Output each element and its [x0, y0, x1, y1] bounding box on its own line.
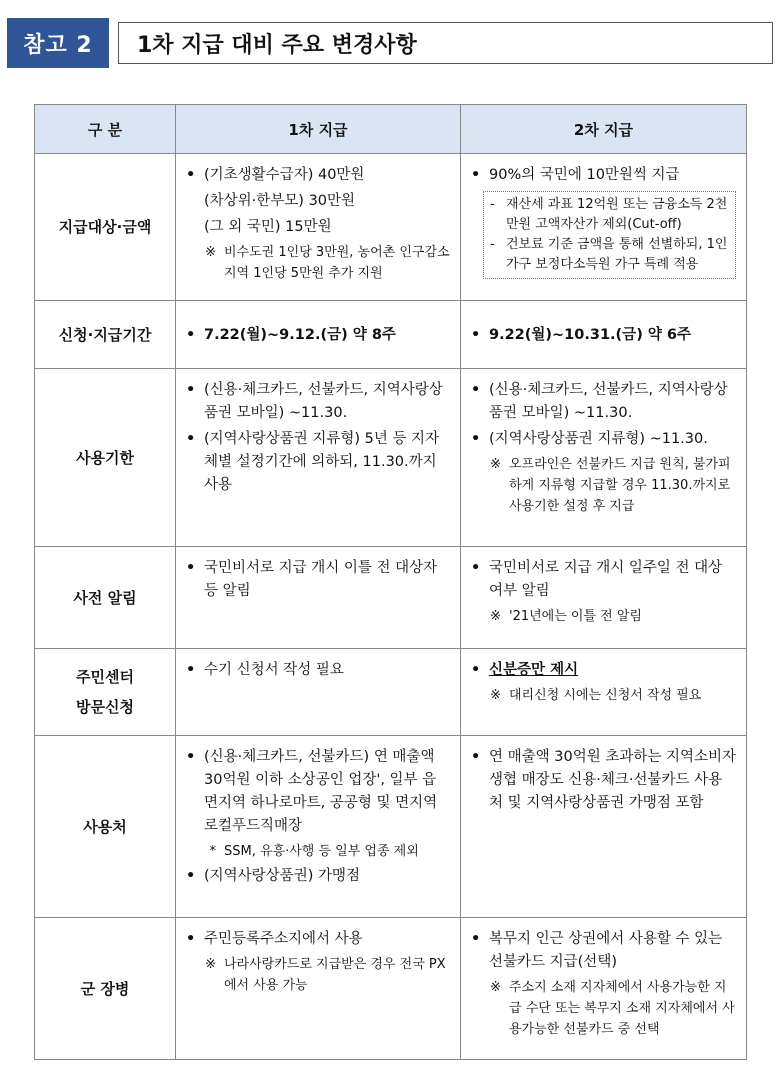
list-item — [471, 379, 736, 425]
list-item — [186, 164, 450, 187]
note — [186, 841, 450, 862]
bullet-text: (그 외 국민) 15만원 — [204, 219, 332, 235]
list-item — [471, 557, 736, 603]
bullet-mark: • — [186, 868, 196, 884]
bullet-mark: • — [471, 749, 481, 765]
bullet-text: 9.22(월)~10.31.(금) 약 6주 — [489, 326, 692, 343]
first-cell — [176, 154, 461, 301]
reference-tag: 참고 2 — [7, 18, 109, 68]
bullet-text: 연 매출액 30억원 초과하는 지역소비자생협 매장도 신용·체크·선불카드 사용처 및 지역사랑상품권 가맹점 포함 — [489, 749, 736, 811]
bullet-mark: • — [471, 931, 481, 947]
second-cell — [461, 301, 747, 369]
second-cell — [461, 649, 747, 736]
exclusion-box — [483, 191, 736, 279]
bullet-text: 신분증만 제시 — [489, 662, 579, 678]
note-text: '21년에는 이틀 전 알림 — [509, 609, 642, 624]
bullet-text: 국민비서로 지급 개시 일주일 전 대상 여부 알림 — [489, 560, 723, 599]
first-cell — [176, 369, 461, 547]
note-text: 주소지 소재 지자체에서 사용가능한 지급 수단 또는 복무지 소재 지자체에서 사용가능한 선불카드 중 선택 — [509, 980, 735, 1037]
first-cell — [176, 918, 461, 1060]
note-mark: ※ — [205, 957, 216, 972]
dash-mark: - — [490, 197, 495, 212]
page-title: 1차 지급 대비 주요 변경사항 — [118, 22, 773, 64]
list-item — [186, 216, 450, 239]
list-item — [471, 659, 736, 682]
star-mark: * — [209, 844, 216, 859]
note — [186, 242, 450, 284]
table-row — [35, 301, 747, 369]
table-row — [35, 649, 747, 736]
note-mark: ※ — [490, 980, 501, 995]
header-second-payment: 2차 지급 — [461, 105, 747, 154]
bullet-text: (신용·체크카드, 선불카드) 연 매출액 30억원 이하 소상공인 업장', 일부 읍면지역 하나로마트, 공공형 및 면지역 로컬푸드직매장 — [204, 749, 438, 834]
table-row — [35, 736, 747, 918]
row-category — [35, 154, 176, 301]
list-item — [471, 428, 736, 451]
category-label: 신청·지급기간 — [58, 325, 152, 344]
row-category — [35, 547, 176, 649]
bullet-mark: • — [186, 749, 196, 765]
note — [186, 954, 450, 996]
second-cell — [461, 154, 747, 301]
note — [471, 685, 736, 706]
list-item — [186, 379, 450, 425]
bullet-text: 90%의 국민에 10만원씩 지급 — [489, 167, 680, 183]
row-category — [35, 301, 176, 369]
second-cell — [461, 736, 747, 918]
first-cell — [176, 649, 461, 736]
bullet-text: (지역사랑상품권 지류형) ~11.30. — [489, 431, 708, 447]
bullet-text: (기초생활수급자) 40만원 — [204, 167, 365, 183]
second-cell — [461, 369, 747, 547]
box-text: 건보료 기준 금액을 통해 선별하되, 1인가구 보정다소득원 가구 특례 적용 — [506, 237, 728, 272]
first-cell — [176, 736, 461, 918]
bullet-text: (지역사랑상품권) 가맹점 — [204, 868, 360, 884]
list-item — [186, 428, 450, 497]
list-item — [471, 324, 736, 347]
bullet-mark: • — [471, 382, 481, 398]
page-header — [7, 18, 775, 68]
note — [471, 606, 736, 627]
bullet-mark: • — [471, 326, 481, 343]
list-item — [471, 746, 736, 815]
bullet-mark: • — [471, 560, 481, 576]
row-category — [35, 369, 176, 547]
category-label: 사용처 — [83, 817, 127, 836]
bullet-mark: • — [471, 167, 481, 183]
bullet-mark: • — [186, 167, 196, 183]
list-item — [490, 235, 729, 275]
note-mark: ※ — [490, 688, 501, 703]
note-mark: ※ — [205, 245, 216, 260]
list-item — [186, 928, 450, 951]
category-label: 방문신청 — [76, 698, 134, 716]
comparison-table — [34, 104, 747, 1060]
second-cell — [461, 918, 747, 1060]
row-category — [35, 918, 176, 1060]
list-item — [186, 557, 450, 603]
bullet-mark: • — [186, 662, 196, 678]
bullet-mark: • — [471, 431, 481, 447]
note-text: 오프라인은 선불카드 지급 원칙, 불가피하게 지류형 지급할 경우 11.30.까지로 사용기한 설정 후 지급 — [509, 457, 731, 514]
list-item — [471, 928, 736, 974]
header-category: 구 분 — [35, 105, 176, 154]
note-text: 대리신청 시에는 신청서 작성 필요 — [509, 688, 702, 703]
bullet-text: 복무지 인근 상권에서 사용할 수 있는 선불카드 지급(선택) — [489, 931, 723, 970]
dash-mark: - — [490, 237, 495, 252]
first-cell — [176, 547, 461, 649]
note-text: 비수도권 1인당 3만원, 농어촌 인구감소지역 1인당 5만원 추가 지원 — [224, 245, 450, 281]
category-label: 주민센터 — [76, 668, 134, 686]
bullet-mark: • — [186, 560, 196, 576]
header-first-payment: 1차 지급 — [176, 105, 461, 154]
bullet-text: 7.22(월)~9.12.(금) 약 8주 — [204, 326, 396, 343]
note — [471, 977, 736, 1040]
bullet-text: 수기 신청서 작성 필요 — [204, 662, 344, 678]
bullet-mark: • — [186, 431, 196, 447]
note — [471, 454, 736, 517]
bullet-mark: • — [186, 931, 196, 947]
note-mark: ※ — [490, 609, 501, 624]
bullet-mark: • — [471, 662, 481, 678]
bullet-text: (지역사랑상품권 지류형) 5년 등 지자체별 설정기간에 의하되, 11.30.까지 사용 — [204, 431, 440, 493]
bullet-text: 주민등록주소지에서 사용 — [204, 931, 363, 947]
category-label: 사전 알림 — [73, 588, 137, 607]
table-row — [35, 918, 747, 1060]
table-row — [35, 154, 747, 301]
note-mark: ※ — [490, 457, 501, 472]
note-text: 나라사랑카드로 지급받은 경우 전국 PX에서 사용 가능 — [224, 957, 446, 993]
list-item — [186, 190, 450, 213]
category-label: 군 장병 — [80, 979, 130, 998]
table-row — [35, 547, 747, 649]
first-cell — [176, 301, 461, 369]
box-text: 재산세 과표 12억원 또는 금융소득 2천만원 고액자산가 제외(Cut-off) — [506, 197, 728, 232]
bullet-text: (신용·체크카드, 선불카드, 지역사랑상품권 모바일) ~11.30. — [204, 382, 443, 421]
bullet-text: 국민비서로 지급 개시 이틀 전 대상자 등 알림 — [204, 560, 438, 599]
row-category — [35, 649, 176, 736]
bullet-mark: • — [186, 382, 196, 398]
note-text: SSM, 유흥·사행 등 일부 업종 제외 — [224, 844, 419, 859]
category-label: 지급대상·금액 — [58, 218, 152, 236]
table-header-row — [35, 105, 747, 154]
table-row — [35, 369, 747, 547]
list-item — [186, 324, 450, 347]
list-item — [490, 195, 729, 235]
bullet-text: (차상위·한부모) 30만원 — [204, 193, 356, 209]
second-cell — [461, 547, 747, 649]
list-item — [471, 164, 736, 187]
row-category — [35, 736, 176, 918]
list-item — [186, 659, 450, 682]
category-label: 사용기한 — [76, 448, 134, 467]
bullet-text: (신용·체크카드, 선불카드, 지역사랑상품권 모바일) ~11.30. — [489, 382, 728, 421]
bullet-mark: • — [186, 326, 196, 343]
list-item — [186, 746, 450, 838]
list-item — [186, 865, 450, 888]
